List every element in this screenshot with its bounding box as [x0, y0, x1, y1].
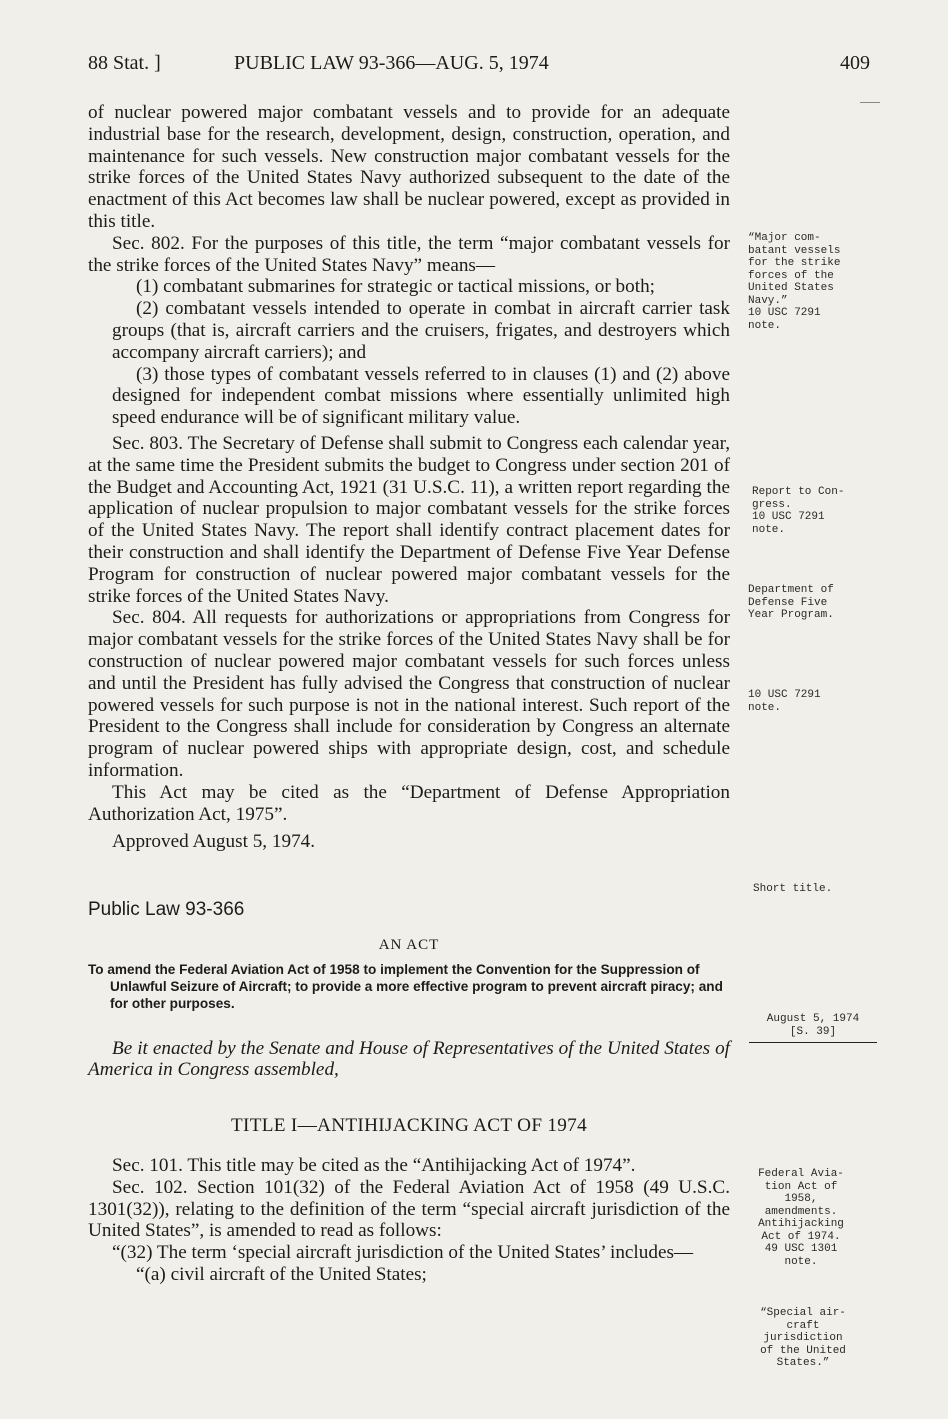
margin-line: Report to Con- — [752, 486, 845, 498]
main-text-column — [88, 102, 730, 1286]
section-804: Sec. 804. All requests for authorizations or appropriations from Congress for major combatant vessels for the strike forces of the United States Navy shall be for construction of nuclear powered major combatant vessels for such forces unless and until the President has fully advised the Congress that construction of nuclear powered vessels for such purpose is not in the national interest. Such report of the President to the Congress shall include for consideration by Congress an alternate program of nuclear powered ships with appropriate design, cost, and schedule information. — [88, 607, 730, 781]
margin-line: of the United — [760, 1344, 846, 1357]
margin-line: Antihijacking — [758, 1218, 844, 1230]
header-title: PUBLIC LAW 93-366—AUG. 5, 1974 — [234, 52, 549, 74]
margin-note-report-to-congress — [752, 486, 844, 536]
margin-line: 10 USC 7291 — [748, 307, 821, 319]
margin-line: Navy.” — [748, 294, 788, 307]
margin-line: gress. — [752, 498, 792, 511]
margin-line: “Special air- — [760, 1307, 846, 1319]
section-803: Sec. 803. The Secretary of Defense shall submit to Congress each calendar year, at the same time the President submits the budget to Congress under section 201 of the Budget and Accounting Act, 1921 (31 U.S.C. 11), a written report regarding the application of nuclear propulsion to major combatant vessels for the strike forces of the United States Navy. The report shall identify contract placement dates for their construction and shall identify the Department of Defense Five Year Defense Program for construction of nuclear powered major combatant vessels for the strike forces of the United States Navy. — [88, 432, 730, 607]
margin-line: amendments. — [764, 1205, 838, 1218]
margin-line: 49 USC 1301 — [764, 1243, 838, 1255]
margin-line: Department of — [748, 584, 834, 596]
margin-line: [S. 39] — [789, 1025, 837, 1038]
margin-line: Act of 1974. — [761, 1230, 841, 1243]
margin-line: batant vessels — [748, 244, 841, 257]
approval-date: Approved August 5, 1974. — [112, 831, 316, 853]
section-101: Sec. 101. This title may be cited as the “Antihijacking Act of 1974”. — [112, 1155, 636, 1177]
margin-note-usc-citation — [748, 689, 821, 714]
header-statute-reference: 88 Stat. ] — [88, 52, 161, 74]
margin-line: Federal Avia- — [758, 1168, 844, 1180]
margin-line: forces of the — [748, 269, 834, 282]
margin-line: note. — [748, 701, 782, 714]
margin-note-enactment-date — [749, 1013, 877, 1038]
margin-line: Defense Five — [748, 596, 828, 609]
section-802-clause-2: (2) combatant vessels intended to operate in combat in aircraft carrier task groups (that is, aircraft carriers and the cruisers, frigates, and destroyers which accompany aircraft carriers); and — [112, 298, 730, 363]
margin-line: note. — [748, 319, 782, 332]
margin-line: note. — [784, 1255, 818, 1268]
section-102: Sec. 102. Section 101(32) of the Federal Aviation Act of 1958 (49 U.S.C. 1301(32)), relating to the definition of the term “special aircraft jurisdiction of the United States”, is amended to read as follows: — [88, 1176, 730, 1242]
section-802: Sec. 802. For the purposes of this title, the term “major combatant vessels for the strike forces of the United States Navy” means— — [88, 232, 730, 276]
margin-line: 10 USC 7291 — [748, 689, 821, 701]
margin-line: for the strike — [748, 257, 841, 269]
paragraph-intro: of nuclear powered major combatant vessels and to provide for an adequate industrial base for the research, development, design, construction, operation, and maintenance for such vessels. New construction major combatant vessels for the strike forces of the United States Navy authorized subsequent to the date of the enactment of this Act becomes law shall be nuclear powered, except as provided in this title. — [88, 102, 730, 232]
margin-note-major-combatant — [748, 232, 840, 332]
definition-32: “(32) The term ‘special aircraft jurisdiction of the United States’ includes— — [112, 1242, 694, 1264]
public-law-heading: Public Law 93-366 — [88, 899, 245, 921]
margin-note-special-aircraft-jurisdiction — [748, 1307, 858, 1370]
margin-line: States.” — [776, 1357, 830, 1369]
short-title-paragraph: This Act may be cited as the “Department of Defense Appropriation Authorization Act, 1975”. — [88, 781, 730, 825]
margin-note-federal-aviation-act — [746, 1168, 856, 1268]
margin-line: 10 USC 7291 — [752, 511, 825, 523]
header-rule — [860, 102, 880, 103]
margin-note-defense-program — [748, 584, 834, 622]
margin-line: Year Program. — [748, 609, 834, 621]
margin-line: note. — [752, 523, 786, 536]
margin-line: August 5, 1974 — [766, 1013, 860, 1025]
section-802-clause-1: (1) combatant submarines for strategic or tactical missions, or both; — [136, 276, 655, 298]
section-802-clause-3: (3) those types of combatant vessels referred to in clauses (1) and (2) above designed for independent combat missions where essentially unlimited high speed endurance will be of significant military value. — [112, 363, 730, 429]
act-purpose: To amend the Federal Aviation Act of 1958 to implement the Convention for the Suppression of Unlawful Seizure of Aircraft; to provide a more effective program to prevent aircraft piracy; and for other purposes. — [88, 961, 723, 1011]
enacting-clause: Be it enacted by the Senate and House of Representatives of the United States of America in Congress assembled, — [88, 1037, 730, 1081]
margin-rule — [749, 1042, 877, 1043]
margin-line: craft jurisdiction — [763, 1319, 843, 1344]
margin-note-short-title — [753, 883, 832, 896]
margin-line: Short title. — [753, 883, 833, 895]
margin-line: “Major com- — [748, 232, 821, 244]
definition-32-a: “(a) civil aircraft of the United States; — [136, 1264, 427, 1286]
page-number: 409 — [840, 52, 870, 74]
margin-line: United States — [748, 282, 834, 294]
margin-line: tion Act of 1958, — [764, 1180, 838, 1205]
title-i-heading: TITLE I—ANTIHIJACKING ACT OF 1974 — [231, 1115, 587, 1137]
an-act-heading: AN ACT — [378, 936, 440, 953]
